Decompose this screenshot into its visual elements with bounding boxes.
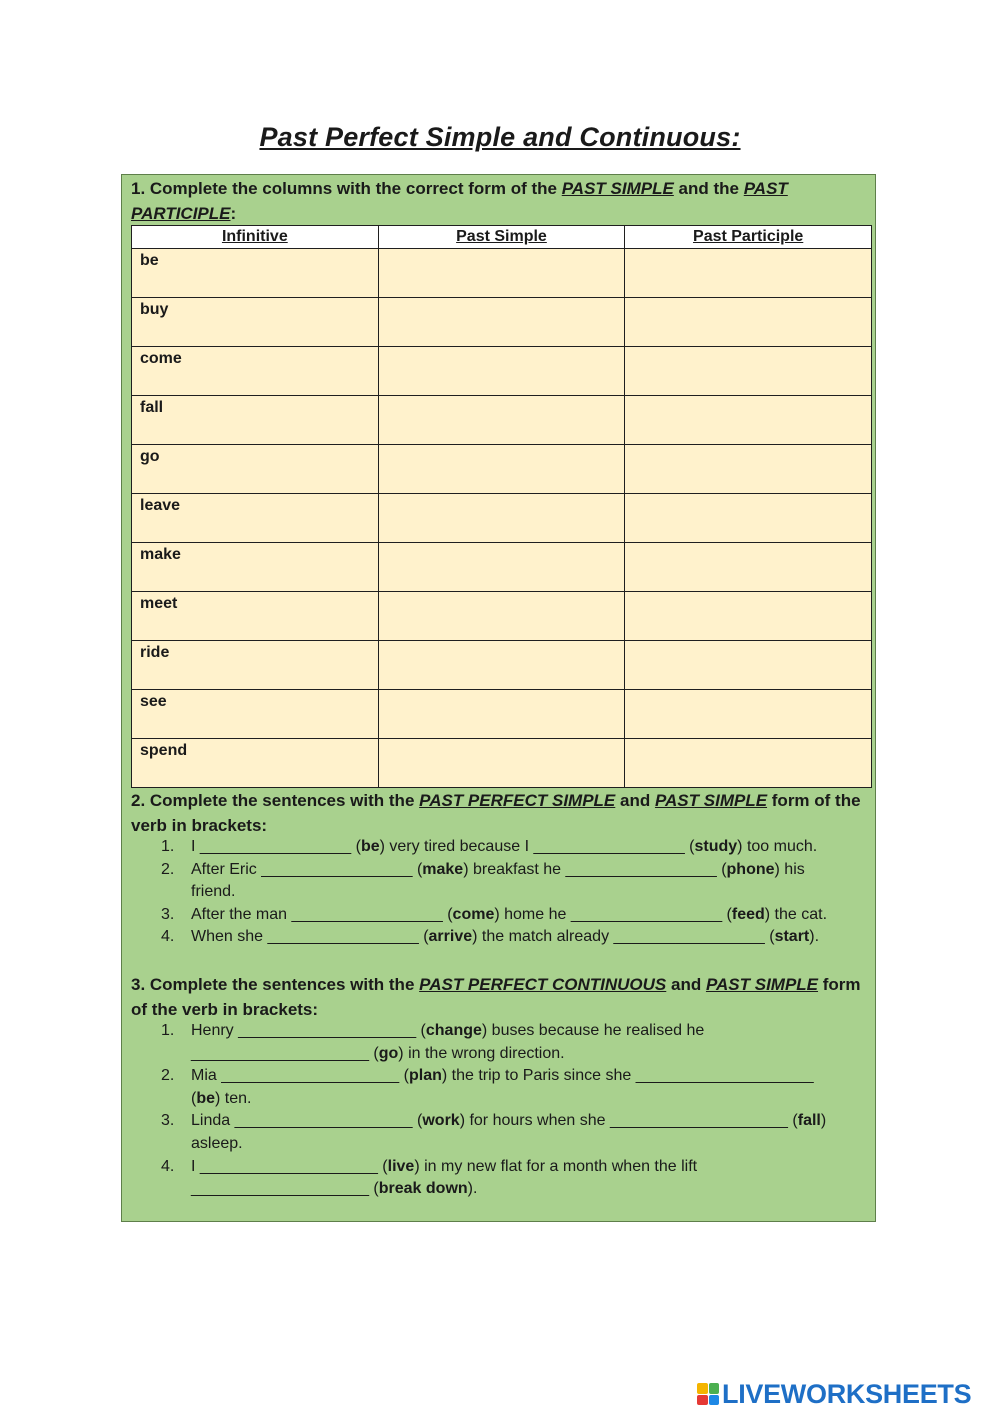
infinitive-cell: ride — [132, 641, 379, 690]
past-participle-answer-cell[interactable] — [625, 445, 872, 494]
past-simple-answer-cell[interactable] — [378, 494, 625, 543]
logo-square — [709, 1395, 720, 1406]
infinitive-cell: leave — [132, 494, 379, 543]
section-2-heading: 2. Complete the sentences with the PAST PERFECT SIMPLE and PAST SIMPLE form of the verb in brackets: — [131, 791, 861, 835]
infinitive-cell: see — [132, 690, 379, 739]
column-header-infinitive: Infinitive — [132, 226, 379, 249]
liveworksheets-logo-icon — [697, 1383, 719, 1405]
logo-square — [697, 1383, 708, 1394]
past-simple-answer-cell[interactable] — [378, 641, 625, 690]
section-1-heading: 1. Complete the columns with the correct form of the PAST SIMPLE and the PAST PARTICIPLE: — [131, 179, 788, 223]
verb-forms-table — [131, 225, 872, 788]
table-row — [132, 445, 872, 494]
past-participle-answer-cell[interactable] — [625, 739, 872, 788]
list-item: 3. After the man _________________ (come) home he _________________ (feed) the cat. — [161, 905, 828, 923]
infinitive-cell: be — [132, 249, 379, 298]
past-participle-answer-cell[interactable] — [625, 298, 872, 347]
logo-square — [697, 1395, 708, 1406]
table-row — [132, 690, 872, 739]
table-row — [132, 494, 872, 543]
list-item: 2. After Eric _________________ (make) breakfast he _________________ (phone) his friend. — [161, 860, 805, 901]
past-participle-answer-cell[interactable] — [625, 396, 872, 445]
table-row — [132, 249, 872, 298]
table-row — [132, 298, 872, 347]
infinitive-cell: fall — [132, 396, 379, 445]
table-row — [132, 739, 872, 788]
table-row — [132, 543, 872, 592]
infinitive-cell: go — [132, 445, 379, 494]
list-item: 1. Henry ____________________ (change) buses because he realised he ____________________ (go) in the wrong direction. — [161, 1022, 705, 1062]
past-participle-answer-cell[interactable] — [625, 249, 872, 298]
section-3-sentences — [131, 1020, 866, 1201]
infinitive-cell: make — [132, 543, 379, 592]
exercise-panel — [121, 174, 876, 1222]
section-2-sentences — [131, 836, 866, 949]
table-row — [132, 592, 872, 641]
logo-text: LIVEWORKSHEETS — [722, 1378, 972, 1409]
past-simple-answer-cell[interactable] — [378, 543, 625, 592]
list-item: 1. I _________________ (be) very tired because I _________________ (study) too much. — [161, 838, 818, 855]
list-item: 4. I ____________________ (live) in my new flat for a month when the lift ____________________ (break down). — [161, 1157, 698, 1198]
list-item: 2. Mia ____________________ (plan) the trip to Paris since she ____________________ (be) ten. — [161, 1067, 814, 1107]
past-participle-answer-cell[interactable] — [625, 641, 872, 690]
infinitive-cell: spend — [132, 739, 379, 788]
liveworksheets-logo — [697, 1378, 971, 1410]
infinitive-cell: meet — [132, 592, 379, 641]
table-header-row — [132, 226, 872, 249]
table-row — [132, 396, 872, 445]
infinitive-cell: buy — [132, 298, 379, 347]
past-simple-answer-cell[interactable] — [378, 690, 625, 739]
infinitive-cell: come — [132, 347, 379, 396]
past-participle-answer-cell[interactable] — [625, 690, 872, 739]
past-simple-answer-cell[interactable] — [378, 445, 625, 494]
column-header-past-simple: Past Simple — [378, 226, 625, 249]
past-simple-answer-cell[interactable] — [378, 347, 625, 396]
table-row — [132, 641, 872, 690]
past-simple-answer-cell[interactable] — [378, 739, 625, 788]
past-participle-answer-cell[interactable] — [625, 494, 872, 543]
list-item: 4. When she _________________ (arrive) the match already _________________ (start). — [161, 928, 820, 946]
past-participle-answer-cell[interactable] — [625, 543, 872, 592]
past-simple-answer-cell[interactable] — [378, 592, 625, 641]
past-simple-answer-cell[interactable] — [378, 396, 625, 445]
logo-square — [709, 1383, 720, 1394]
section-3-heading: 3. Complete the sentences with the PAST PERFECT CONTINUOUS and PAST SIMPLE form of the verb in brackets: — [131, 975, 861, 1019]
past-participle-answer-cell[interactable] — [625, 592, 872, 641]
column-header-past-participle: Past Participle — [625, 226, 872, 249]
past-simple-answer-cell[interactable] — [378, 298, 625, 347]
table-row — [132, 347, 872, 396]
worksheet-title: Past Perfect Simple and Continuous: — [259, 122, 741, 152]
past-participle-answer-cell[interactable] — [625, 347, 872, 396]
past-simple-answer-cell[interactable] — [378, 249, 625, 298]
list-item: 3. Linda ____________________ (work) for hours when she ____________________ (fall) asleep. — [161, 1112, 827, 1152]
